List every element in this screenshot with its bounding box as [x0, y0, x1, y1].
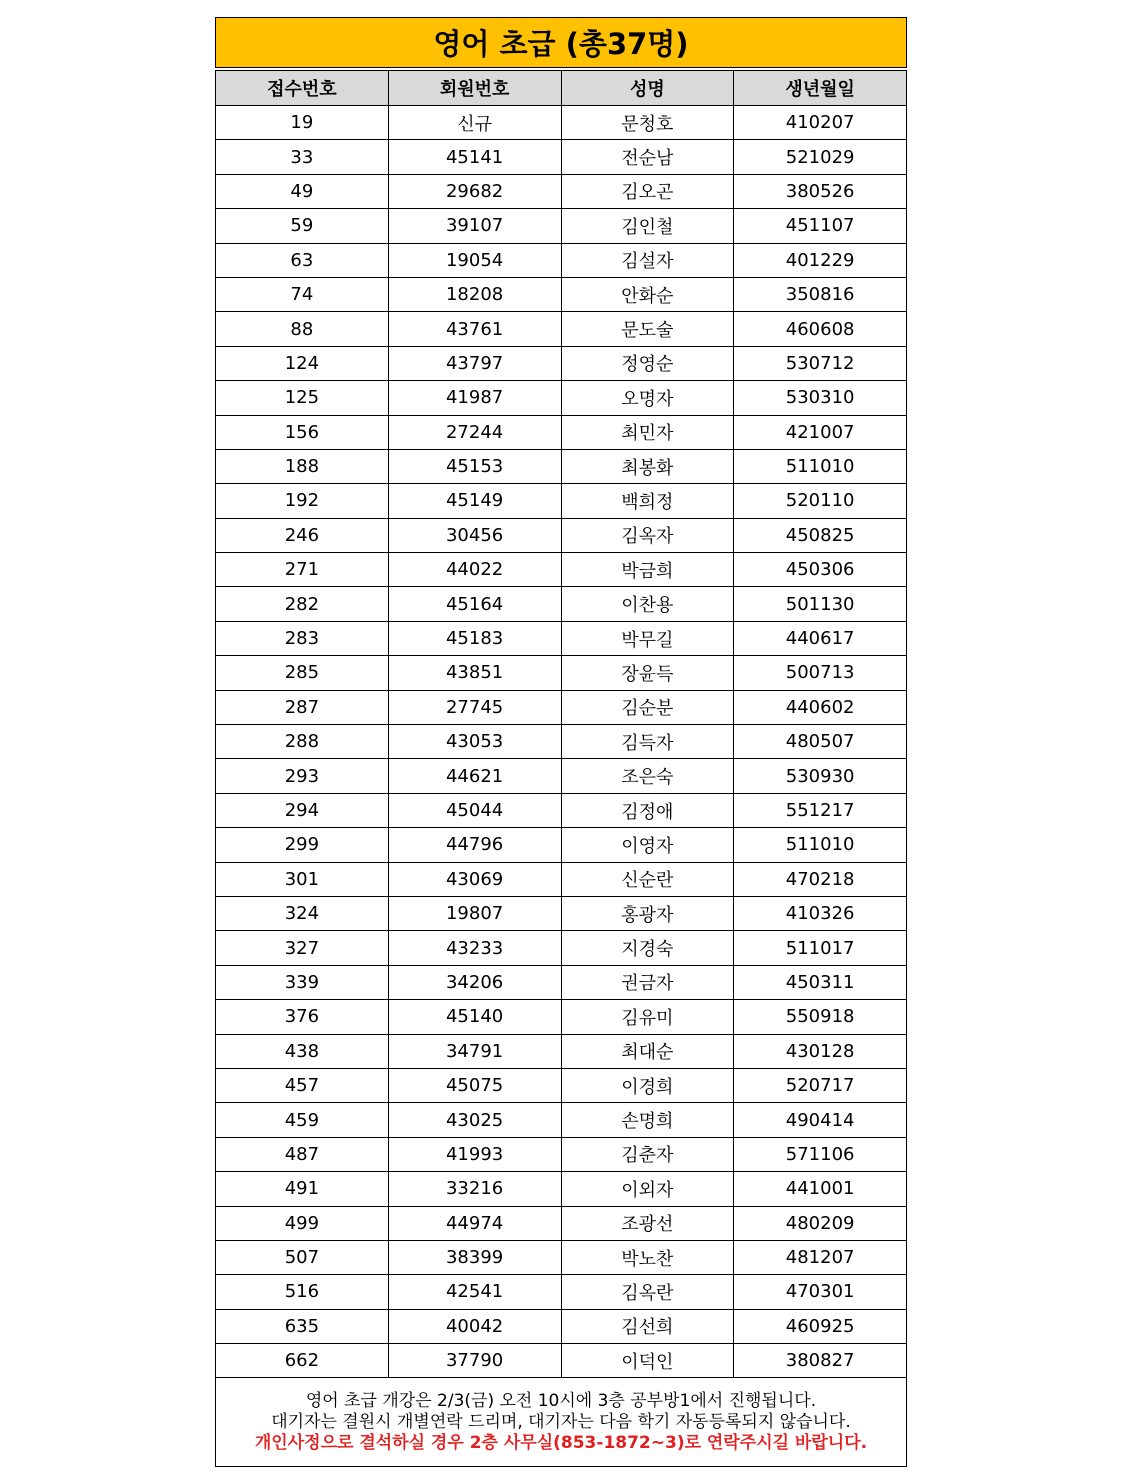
cell-receipt-number: 376	[216, 1000, 389, 1034]
cell-member-number: 45140	[388, 1000, 561, 1034]
cell-name: 김옥자	[561, 518, 734, 552]
cell-receipt-number: 339	[216, 965, 389, 999]
cell-birthdate: 550918	[734, 1000, 907, 1034]
table-row	[216, 965, 907, 999]
cell-member-number: 39107	[388, 209, 561, 243]
cell-receipt-number: 487	[216, 1137, 389, 1171]
cell-receipt-number: 288	[216, 725, 389, 759]
cell-member-number: 45164	[388, 587, 561, 621]
cell-name: 김선희	[561, 1309, 734, 1343]
column-header-name: 성명	[561, 71, 734, 106]
cell-receipt-number: 327	[216, 931, 389, 965]
cell-member-number: 33216	[388, 1172, 561, 1206]
cell-name: 박무길	[561, 621, 734, 655]
cell-name: 이덕인	[561, 1344, 734, 1378]
table-row	[216, 553, 907, 587]
table-row	[216, 1344, 907, 1378]
cell-name: 문도술	[561, 312, 734, 346]
cell-name: 조광선	[561, 1206, 734, 1240]
table-row	[216, 1309, 907, 1343]
cell-birthdate: 530712	[734, 346, 907, 380]
cell-birthdate: 470301	[734, 1275, 907, 1309]
cell-member-number: 19807	[388, 896, 561, 930]
cell-birthdate: 460925	[734, 1309, 907, 1343]
cell-receipt-number: 491	[216, 1172, 389, 1206]
cell-member-number: 27244	[388, 415, 561, 449]
cell-name: 최민자	[561, 415, 734, 449]
cell-name: 김옥란	[561, 1275, 734, 1309]
cell-name: 정영순	[561, 346, 734, 380]
cell-receipt-number: 459	[216, 1103, 389, 1137]
table-row	[216, 793, 907, 827]
cell-name: 김순분	[561, 690, 734, 724]
table-row	[216, 174, 907, 208]
cell-birthdate: 421007	[734, 415, 907, 449]
cell-receipt-number: 49	[216, 174, 389, 208]
cell-member-number: 43851	[388, 656, 561, 690]
cell-birthdate: 520110	[734, 484, 907, 518]
cell-receipt-number: 271	[216, 553, 389, 587]
cell-name: 김득자	[561, 725, 734, 759]
table-row	[216, 621, 907, 655]
table-row	[216, 1034, 907, 1068]
cell-birthdate: 450825	[734, 518, 907, 552]
cell-name: 박노찬	[561, 1240, 734, 1274]
cell-receipt-number: 457	[216, 1068, 389, 1102]
cell-receipt-number: 662	[216, 1344, 389, 1378]
cell-member-number: 44621	[388, 759, 561, 793]
cell-receipt-number: 192	[216, 484, 389, 518]
cell-name: 권금자	[561, 965, 734, 999]
cell-name: 문청호	[561, 106, 734, 140]
cell-birthdate: 440617	[734, 621, 907, 655]
table-row	[216, 140, 907, 174]
cell-name: 최봉화	[561, 449, 734, 483]
cell-receipt-number: 59	[216, 209, 389, 243]
cell-receipt-number: 324	[216, 896, 389, 930]
cell-birthdate: 470218	[734, 862, 907, 896]
table-row	[216, 312, 907, 346]
table-row	[216, 1240, 907, 1274]
cell-name: 지경숙	[561, 931, 734, 965]
table-row	[216, 896, 907, 930]
cell-birthdate: 451107	[734, 209, 907, 243]
cell-receipt-number: 188	[216, 449, 389, 483]
cell-name: 이영자	[561, 828, 734, 862]
cell-birthdate: 511010	[734, 449, 907, 483]
cell-birthdate: 380827	[734, 1344, 907, 1378]
cell-receipt-number: 125	[216, 381, 389, 415]
notice-line-schedule: 영어 초급 개강은 2/3(금) 오전 10시에 3층 공부방1에서 진행됩니다.	[305, 1390, 817, 1411]
cell-name: 장윤득	[561, 656, 734, 690]
table-row	[216, 1172, 907, 1206]
table-row	[216, 690, 907, 724]
page-title: 영어 초급 (총37명)	[215, 17, 907, 68]
cell-birthdate: 530930	[734, 759, 907, 793]
table-row	[216, 209, 907, 243]
cell-receipt-number: 285	[216, 656, 389, 690]
cell-receipt-number: 516	[216, 1275, 389, 1309]
table-row	[216, 725, 907, 759]
cell-receipt-number: 294	[216, 793, 389, 827]
cell-name: 전순남	[561, 140, 734, 174]
table-row	[216, 1068, 907, 1102]
cell-receipt-number: 124	[216, 346, 389, 380]
cell-member-number: 34791	[388, 1034, 561, 1068]
table-row	[216, 518, 907, 552]
cell-name: 안화순	[561, 277, 734, 311]
notice-box	[215, 1378, 907, 1467]
cell-name: 김오곤	[561, 174, 734, 208]
cell-member-number: 27745	[388, 690, 561, 724]
cell-birthdate: 500713	[734, 656, 907, 690]
cell-receipt-number: 507	[216, 1240, 389, 1274]
cell-member-number: 19054	[388, 243, 561, 277]
cell-birthdate: 511010	[734, 828, 907, 862]
cell-name: 홍광자	[561, 896, 734, 930]
cell-name: 최대순	[561, 1034, 734, 1068]
cell-receipt-number: 156	[216, 415, 389, 449]
cell-member-number: 신규	[388, 106, 561, 140]
cell-name: 김춘자	[561, 1137, 734, 1171]
cell-birthdate: 410207	[734, 106, 907, 140]
cell-member-number: 41987	[388, 381, 561, 415]
table-row	[216, 106, 907, 140]
cell-name: 김유미	[561, 1000, 734, 1034]
cell-member-number: 45149	[388, 484, 561, 518]
cell-member-number: 40042	[388, 1309, 561, 1343]
cell-member-number: 45044	[388, 793, 561, 827]
column-header-receipt-number: 접수번호	[216, 71, 389, 106]
table-row	[216, 346, 907, 380]
cell-member-number: 44974	[388, 1206, 561, 1240]
roster-sheet	[215, 17, 907, 1467]
cell-receipt-number: 19	[216, 106, 389, 140]
cell-member-number: 44022	[388, 553, 561, 587]
table-row	[216, 484, 907, 518]
cell-name: 백희정	[561, 484, 734, 518]
table-row	[216, 931, 907, 965]
notice-line-waitlist: 대기자는 결원시 개별연락 드리며, 대기자는 다음 학기 자동등록되지 않습니다.	[271, 1411, 851, 1432]
cell-name: 김인철	[561, 209, 734, 243]
cell-receipt-number: 499	[216, 1206, 389, 1240]
cell-name: 신순란	[561, 862, 734, 896]
table-row	[216, 862, 907, 896]
cell-birthdate: 460608	[734, 312, 907, 346]
cell-member-number: 43761	[388, 312, 561, 346]
cell-receipt-number: 299	[216, 828, 389, 862]
cell-member-number: 37790	[388, 1344, 561, 1378]
table-row	[216, 1275, 907, 1309]
cell-receipt-number: 33	[216, 140, 389, 174]
cell-name: 이경희	[561, 1068, 734, 1102]
cell-receipt-number: 74	[216, 277, 389, 311]
cell-member-number: 43797	[388, 346, 561, 380]
cell-receipt-number: 63	[216, 243, 389, 277]
cell-birthdate: 350816	[734, 277, 907, 311]
cell-member-number: 45183	[388, 621, 561, 655]
table-row	[216, 449, 907, 483]
cell-name: 조은숙	[561, 759, 734, 793]
cell-birthdate: 450306	[734, 553, 907, 587]
cell-receipt-number: 635	[216, 1309, 389, 1343]
cell-member-number: 34206	[388, 965, 561, 999]
cell-name: 김설자	[561, 243, 734, 277]
cell-member-number: 38399	[388, 1240, 561, 1274]
cell-receipt-number: 88	[216, 312, 389, 346]
table-row	[216, 1206, 907, 1240]
cell-birthdate: 501130	[734, 587, 907, 621]
table-row	[216, 243, 907, 277]
cell-name: 이찬용	[561, 587, 734, 621]
table-row	[216, 381, 907, 415]
cell-member-number: 43069	[388, 862, 561, 896]
table-row	[216, 1103, 907, 1137]
cell-birthdate: 530310	[734, 381, 907, 415]
cell-birthdate: 450311	[734, 965, 907, 999]
cell-member-number: 45141	[388, 140, 561, 174]
cell-birthdate: 520717	[734, 1068, 907, 1102]
cell-birthdate: 481207	[734, 1240, 907, 1274]
cell-member-number: 43233	[388, 931, 561, 965]
cell-birthdate: 480507	[734, 725, 907, 759]
table-row	[216, 759, 907, 793]
cell-receipt-number: 287	[216, 690, 389, 724]
table-row	[216, 828, 907, 862]
cell-birthdate: 441001	[734, 1172, 907, 1206]
cell-member-number: 41993	[388, 1137, 561, 1171]
cell-member-number: 43025	[388, 1103, 561, 1137]
cell-member-number: 30456	[388, 518, 561, 552]
cell-birthdate: 521029	[734, 140, 907, 174]
cell-birthdate: 490414	[734, 1103, 907, 1137]
cell-birthdate: 571106	[734, 1137, 907, 1171]
table-row	[216, 587, 907, 621]
cell-birthdate: 380526	[734, 174, 907, 208]
cell-receipt-number: 283	[216, 621, 389, 655]
roster-table	[215, 70, 907, 1378]
cell-member-number: 44796	[388, 828, 561, 862]
table-row	[216, 1137, 907, 1171]
cell-receipt-number: 282	[216, 587, 389, 621]
cell-name: 박금희	[561, 553, 734, 587]
table-row	[216, 656, 907, 690]
cell-member-number: 18208	[388, 277, 561, 311]
notice-line-absence-contact: 개인사정으로 결석하실 경우 2층 사무실(853-1872~3)로 연락주시길 바랍니다.	[254, 1432, 868, 1453]
table-row	[216, 415, 907, 449]
table-row	[216, 1000, 907, 1034]
cell-member-number: 29682	[388, 174, 561, 208]
cell-member-number: 45075	[388, 1068, 561, 1102]
cell-receipt-number: 438	[216, 1034, 389, 1068]
cell-name: 오명자	[561, 381, 734, 415]
cell-birthdate: 440602	[734, 690, 907, 724]
column-header-birthdate: 생년월일	[734, 71, 907, 106]
cell-member-number: 43053	[388, 725, 561, 759]
cell-receipt-number: 301	[216, 862, 389, 896]
cell-receipt-number: 246	[216, 518, 389, 552]
cell-birthdate: 551217	[734, 793, 907, 827]
cell-birthdate: 480209	[734, 1206, 907, 1240]
cell-birthdate: 401229	[734, 243, 907, 277]
cell-name: 이외자	[561, 1172, 734, 1206]
column-header-member-number: 회원번호	[388, 71, 561, 106]
cell-member-number: 45153	[388, 449, 561, 483]
cell-birthdate: 430128	[734, 1034, 907, 1068]
table-row	[216, 277, 907, 311]
cell-name: 손명희	[561, 1103, 734, 1137]
cell-receipt-number: 293	[216, 759, 389, 793]
table-header-row	[216, 71, 907, 106]
cell-member-number: 42541	[388, 1275, 561, 1309]
table-body	[216, 106, 907, 1378]
cell-birthdate: 511017	[734, 931, 907, 965]
cell-name: 김정애	[561, 793, 734, 827]
cell-birthdate: 410326	[734, 896, 907, 930]
